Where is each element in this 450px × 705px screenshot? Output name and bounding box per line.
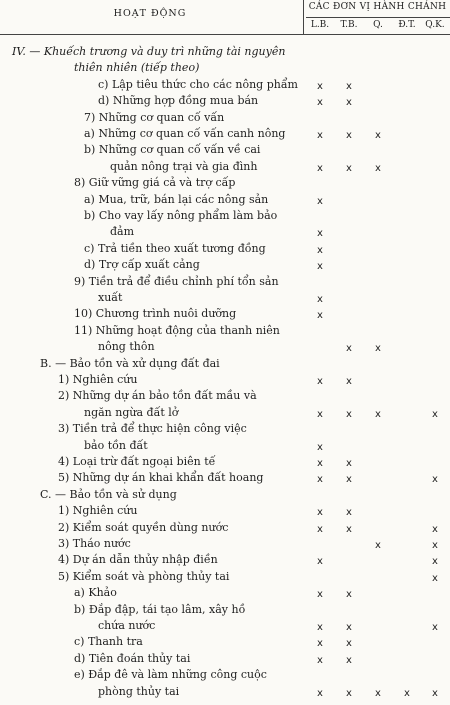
unit-mark: x <box>375 540 381 551</box>
table-row <box>0 618 450 633</box>
table-row <box>0 569 450 584</box>
unit-mark: x <box>317 294 323 305</box>
unit-mark: x <box>317 97 323 109</box>
column-header-q: Q. <box>373 20 383 30</box>
unit-mark: x <box>346 343 352 355</box>
unit-mark: x <box>346 589 352 601</box>
activity-label: b) Đắp đập, tái tạo lâm, xây hồ <box>74 602 246 616</box>
table-row <box>0 110 450 125</box>
unit-mark: x <box>346 507 352 519</box>
unit-mark: x <box>317 376 323 387</box>
table-row <box>0 274 450 289</box>
column-header-qk: Q.K. <box>425 20 445 30</box>
column-header-dt: Đ.T. <box>398 20 416 30</box>
column-header-tb: T.B. <box>340 20 358 30</box>
activity-label: a) Những cơ quan cố vấn canh nông <box>84 127 286 140</box>
table-row <box>0 208 450 223</box>
unit-mark: x <box>432 474 438 486</box>
unit-mark: x <box>346 162 352 174</box>
table-row <box>0 257 450 272</box>
unit-mark: x <box>346 458 352 469</box>
activity-label: 10) Chương trình nuôi dưỡng <box>74 307 237 321</box>
activity-label: d) Tiên đoán thủy tai <box>74 651 191 665</box>
header-column-divider <box>303 0 304 34</box>
activity-label: 8) Giữ vững giá cả và trợ cấp <box>74 176 236 190</box>
activity-label: phòng thủy tai <box>98 684 180 698</box>
unit-mark: x <box>375 687 381 699</box>
table-row <box>0 306 450 321</box>
activity-column-header: HOẠT ĐỘNG <box>113 8 187 19</box>
unit-mark: x <box>346 622 352 633</box>
unit-mark: x <box>432 622 438 633</box>
table-row <box>0 44 450 59</box>
unit-mark: x <box>317 474 323 486</box>
activity-label: 2) Những dự án bảo tồn đất mầu và <box>58 389 257 403</box>
unit-mark: x <box>432 556 438 568</box>
activity-label: e) Đắp đê và làm những công cuộc <box>74 668 267 682</box>
activity-label: 7) Những cơ quan cố vấn <box>84 110 225 124</box>
unit-mark: x <box>317 507 323 519</box>
unit-mark: x <box>432 572 438 584</box>
unit-mark: x <box>317 162 323 174</box>
table-row <box>0 503 450 518</box>
activity-label: 4) Dự án dẫn thủy nhập điền <box>58 553 218 567</box>
activity-label: c) Trả tiền theo xuất tương đồng <box>84 241 266 255</box>
activity-label: thiên nhiên (tiếp theo) <box>74 61 200 75</box>
activity-label: d) Trợ cấp xuất cảng <box>84 258 200 272</box>
table-row <box>0 388 450 403</box>
unit-mark: x <box>346 376 352 387</box>
admin-units-group-header: CÁC ĐƠN VỊ HÀNH CHÁNH <box>308 2 447 12</box>
activity-label: 1) Nghiên cứu <box>58 373 138 386</box>
activity-label: nông thôn <box>98 340 155 354</box>
table-row <box>0 323 450 338</box>
table-row <box>0 290 450 305</box>
table-row <box>0 77 450 92</box>
unit-mark: x <box>346 638 352 650</box>
column-header-lb: L.B. <box>310 20 330 30</box>
unit-mark: x <box>317 556 323 568</box>
unit-mark: x <box>346 408 352 420</box>
unit-mark: x <box>346 130 352 141</box>
activity-label: IV. — Khuếch trương và duy trì những tài nguyên <box>12 45 286 58</box>
table-row <box>0 93 450 108</box>
table-row <box>0 585 450 600</box>
unit-mark: x <box>432 687 438 699</box>
activity-label: bảo tồn đất <box>84 438 148 452</box>
table-row <box>0 602 450 617</box>
activity-label: 1) Nghiên cứu <box>58 504 138 518</box>
header-bottom-rule <box>0 34 450 35</box>
header-subrule <box>306 17 450 18</box>
table-row <box>0 126 450 141</box>
activity-label: đảm <box>110 225 135 239</box>
unit-mark: x <box>404 687 410 699</box>
table-row <box>0 651 450 666</box>
unit-mark: x <box>432 523 438 535</box>
activity-label: c) Thanh tra <box>74 635 143 649</box>
activity-label: 9) Tiền trả để điều chỉnh phí tổn sản <box>74 274 279 288</box>
unit-mark: x <box>432 540 438 551</box>
unit-mark: x <box>375 162 381 174</box>
activity-label: a) Khảo <box>74 586 117 600</box>
unit-mark: x <box>432 408 438 420</box>
activity-label: d) Những hợp đồng mua bán <box>98 94 259 108</box>
activity-label: chứa nước <box>98 619 156 632</box>
table-row <box>0 438 450 453</box>
table-row <box>0 405 450 420</box>
table-row <box>0 487 450 502</box>
unit-mark: x <box>375 408 381 420</box>
table-row <box>0 241 450 256</box>
table-row <box>0 421 450 436</box>
table-row <box>0 372 450 387</box>
table-row <box>0 192 450 207</box>
unit-mark: x <box>317 441 323 453</box>
activity-label: ngăn ngừa đất lở <box>84 405 179 419</box>
table-row <box>0 520 450 535</box>
unit-mark: x <box>346 80 352 92</box>
table-row <box>0 60 450 75</box>
unit-mark: x <box>346 687 352 699</box>
table-row <box>0 339 450 354</box>
table-row <box>0 224 450 239</box>
activity-label: 2) Kiểm soát quyền dùng nước <box>58 520 229 534</box>
unit-mark: x <box>317 261 323 273</box>
activity-label: 3) Tiền trả để thực hiện công việc <box>58 422 247 436</box>
unit-mark: x <box>346 474 352 486</box>
unit-mark: x <box>346 523 352 535</box>
unit-mark: x <box>317 408 323 420</box>
unit-mark: x <box>346 654 352 666</box>
table-row <box>0 634 450 649</box>
activity-label: quản nông trại và gia đình <box>110 159 258 173</box>
unit-mark: x <box>317 458 323 469</box>
unit-mark: x <box>317 244 323 256</box>
activity-label: b) Những cơ quan cố vấn về cai <box>84 143 261 157</box>
unit-mark: x <box>375 343 381 355</box>
activity-label: c) Lập tiêu thức cho các nông phẩm <box>98 77 298 91</box>
activity-label: b) Cho vay lấy nông phẩm làm bảo <box>84 209 278 222</box>
unit-mark: x <box>317 589 323 601</box>
unit-mark: x <box>375 130 381 141</box>
table-row <box>0 470 450 485</box>
activity-label: 4) Loại trừ đất ngoại biên tế <box>58 455 216 468</box>
activity-label: 5) Kiểm soát và phòng thủy tai <box>58 569 230 583</box>
unit-mark: x <box>317 654 323 666</box>
table-row <box>0 684 450 699</box>
unit-mark: x <box>317 638 323 650</box>
unit-mark: x <box>317 195 323 207</box>
unit-mark: x <box>346 97 352 109</box>
unit-mark: x <box>317 687 323 699</box>
activity-label: 5) Những dự án khai khẩn đất hoang <box>58 471 264 485</box>
table-row <box>0 356 450 371</box>
table-row <box>0 667 450 682</box>
activity-label: a) Mua, trữ, bán lại các nông sản <box>84 192 269 206</box>
unit-mark: x <box>317 523 323 535</box>
table-row <box>0 175 450 190</box>
table-row <box>0 536 450 551</box>
unit-mark: x <box>317 130 323 141</box>
activity-label: 11) Những hoạt động của thanh niên <box>74 323 280 337</box>
table-row <box>0 142 450 157</box>
table-row <box>0 552 450 567</box>
activity-label: B. — Bảo tồn và xử dụng đất đai <box>40 356 220 370</box>
table-row <box>0 454 450 469</box>
activity-label: 3) Tháo nước <box>58 537 131 550</box>
unit-mark: x <box>317 80 323 92</box>
unit-mark: x <box>317 622 323 633</box>
table-row <box>0 159 450 174</box>
activity-label: xuất <box>98 291 123 304</box>
activity-label: C. — Bảo tồn và sử dụng <box>40 487 177 501</box>
unit-mark: x <box>317 310 323 322</box>
unit-mark: x <box>317 228 323 240</box>
